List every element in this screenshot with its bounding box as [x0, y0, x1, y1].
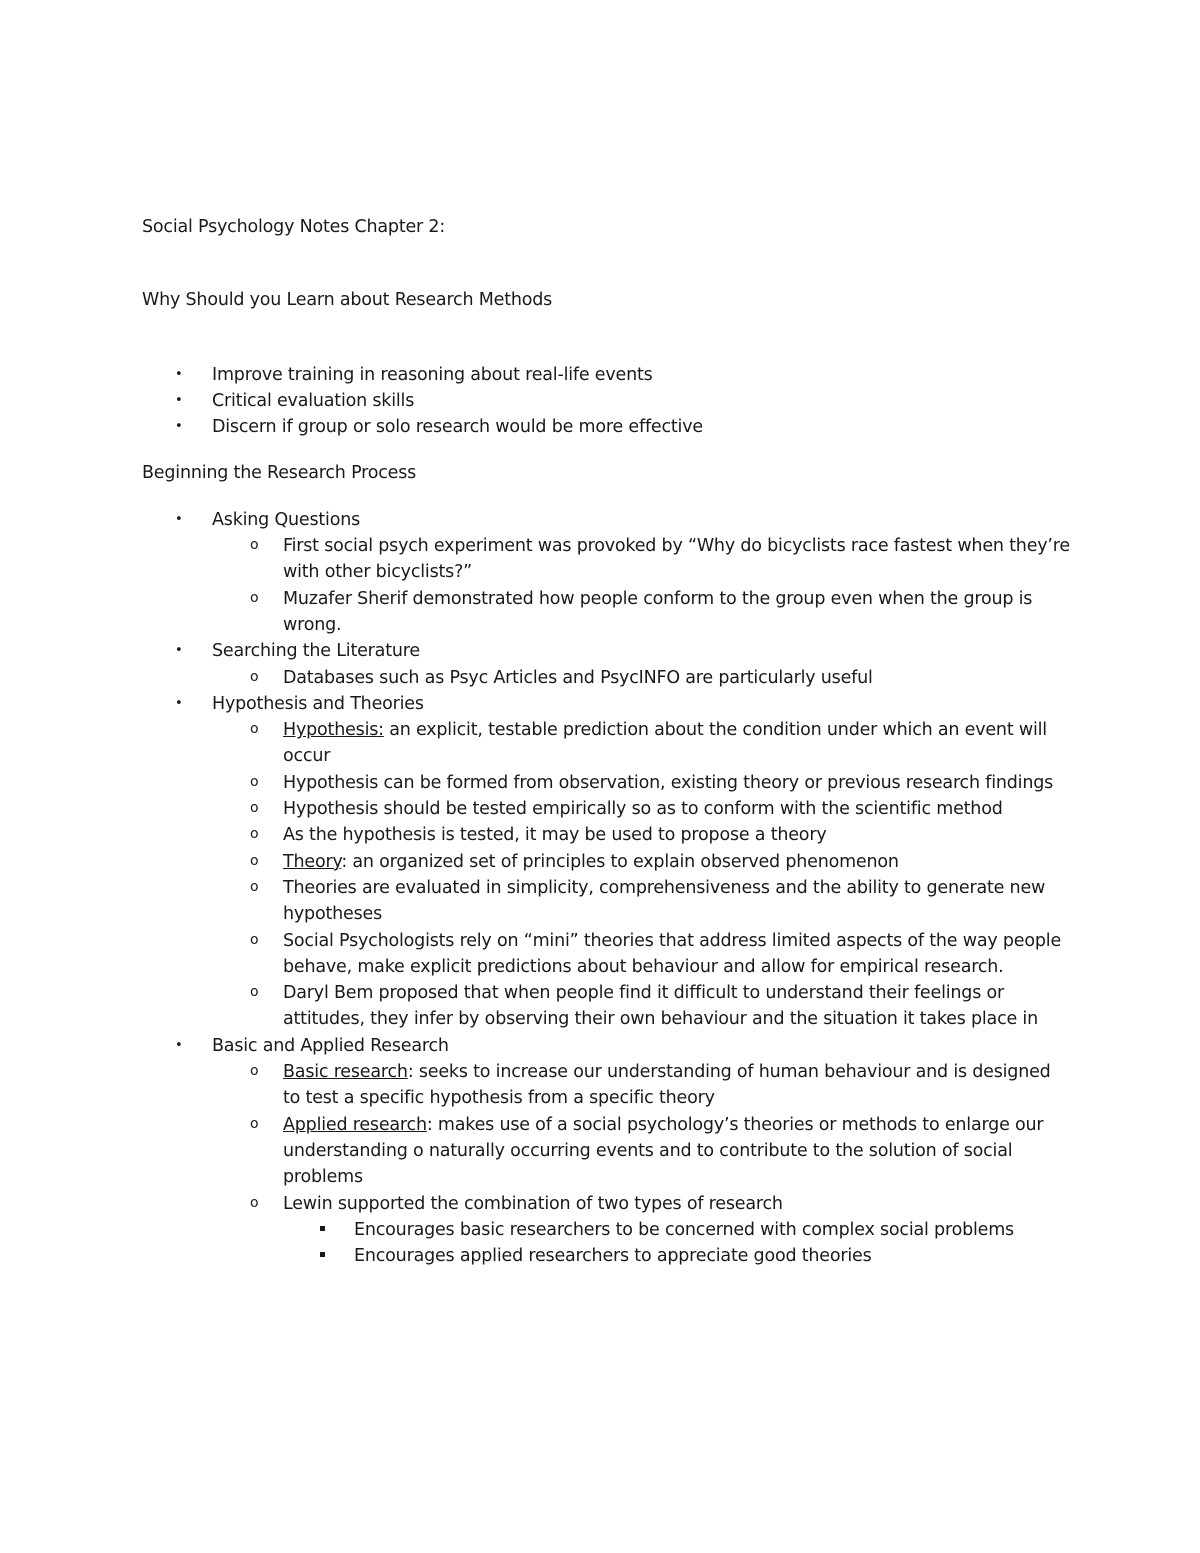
list-item: • Hypothesis and Theories o Hypothesis: an explicit, testable prediction about the condition under which an event will occur o Hypothesis can be formed from observation, existing theory or previous research findings o Hypothesis should be tested empirically so as to conform with the scientific method o As the hypothesis is tested, it may be used to propose a theory o Theory: an organized set of principles to explain observed phenomenon o Theories are evaluated in simplicity, comprehensiveness and the ability to generate new hypotheses o Social Psychologists rely on “mini” theories that address limited aspects of the way people behave, make explicit predictions about behaviour and allow for empirical research. o Daryl Bem proposed that when people find it difficult to understand their feelings or attitudes, they infer by observing their own behaviour and the situation it takes place in [142, 691, 1072, 1033]
list-item: • Searching the Literature o Databases such as Psyc Articles and PsycINFO are particularly useful [142, 638, 1072, 691]
bullet-icon: • [175, 419, 183, 435]
sub-bullet-icon: o [250, 668, 259, 685]
bullet-icon: • [175, 366, 183, 382]
bullet-icon: • [175, 392, 183, 408]
sub-list-item: o Daryl Bem proposed that when people find it difficult to understand their feelings or attitudes, they infer by observing their own behaviour and the situation it takes place in [212, 980, 1072, 1033]
sub-bullet-icon: o [250, 1194, 259, 1211]
square-bullet-icon [320, 1226, 325, 1231]
list-item: • Critical evaluation skills [142, 388, 1072, 414]
sub-list-item: o Hypothesis should be tested empirically so as to conform with the scientific method [212, 796, 1072, 822]
research-process-list [142, 507, 1072, 1270]
sub-list-item: o Muzafer Sherif demonstrated how people conform to the group even when the group is wrong. [212, 586, 1072, 639]
bullet-icon: • [175, 695, 183, 711]
sub-list-item: o Hypothesis: an explicit, testable prediction about the condition under which an event will occur [212, 717, 1072, 770]
sub-bullet-icon: o [250, 773, 259, 790]
sub-list-item: o Theories are evaluated in simplicity, comprehensiveness and the ability to generate new hypotheses [212, 875, 1072, 928]
sub-sub-list-item: Encourages applied researchers to appreciate good theories [283, 1243, 1072, 1269]
sub-bullet-icon: o [250, 1115, 259, 1132]
bullet-icon: • [175, 1037, 183, 1053]
term-basic-research: Basic research [283, 1062, 408, 1083]
sub-list-item: o As the hypothesis is tested, it may be used to propose a theory [212, 822, 1072, 848]
document-body [142, 214, 1072, 1269]
sub-bullet-icon: o [250, 878, 259, 895]
sub-bullet-icon: o [250, 826, 259, 843]
sub-list-item: o Hypothesis can be formed from observation, existing theory or previous research findings [212, 770, 1072, 796]
list-item: • Discern if group or solo research would be more effective [142, 414, 1072, 440]
document-title: Social Psychology Notes Chapter 2: [142, 217, 446, 237]
section-heading-research-methods: Why Should you Learn about Research Methods [142, 290, 553, 311]
sub-bullet-icon: o [250, 589, 259, 606]
research-methods-list [142, 362, 1072, 441]
sub-list-item: o Theory: an organized set of principles to explain observed phenomenon [212, 849, 1072, 875]
sub-bullet-icon: o [250, 721, 259, 738]
sub-bullet-icon: o [250, 800, 259, 817]
sub-bullet-icon: o [250, 1063, 259, 1080]
sub-list-item: o Lewin supported the combination of two types of research Encourages basic researchers to be concerned with complex social problems Encourages applied researchers to appreciate good theories [212, 1191, 1072, 1270]
sub-list-item: o Basic research: seeks to increase our understanding of human behaviour and is designed to test a specific hypothesis from a specific theory [212, 1059, 1072, 1112]
sub-bullet-icon: o [250, 537, 259, 554]
list-item: • Basic and Applied Research o Basic research: seeks to increase our understanding of human behaviour and is designed to test a specific hypothesis from a specific theory o Applied research: makes use of a social psychology’s theories or methods to enlarge our understanding o naturally occurring events and to contribute to the solution of social problems o Lewin supported the combination of two types of research Encourages basic researchers to be concerned with complex social problems Encourages applied researchers to appreciate good theories [142, 1033, 1072, 1270]
bullet-icon: • [175, 511, 183, 527]
list-item: • Improve training in reasoning about real-life events [142, 362, 1072, 388]
list-item: • Asking Questions o First social psych experiment was provoked by “Why do bicyclists race fastest when they’re with other bicyclists?” o Muzafer Sherif demonstrated how people conform to the group even when the group is wrong. [142, 507, 1072, 638]
term-theory: Theory [283, 851, 342, 872]
sub-bullet-icon: o [250, 931, 259, 948]
square-bullet-icon [320, 1252, 325, 1257]
sub-list-item: o Databases such as Psyc Articles and PsycINFO are particularly useful [212, 665, 1072, 691]
term-applied-research: Applied research [283, 1114, 427, 1135]
sub-bullet-icon: o [250, 984, 259, 1001]
sub-bullet-icon: o [250, 852, 259, 869]
sub-list-item: o Social Psychologists rely on “mini” theories that address limited aspects of the way people behave, make explicit predictions about behaviour and allow for empirical research. [212, 928, 1072, 981]
sub-list-item: o First social psych experiment was provoked by “Why do bicyclists race fastest when they’re with other bicyclists?” [212, 533, 1072, 586]
section-heading-research-process: Beginning the Research Process [142, 463, 417, 484]
term-hypothesis: Hypothesis: [283, 720, 384, 741]
sub-sub-list-item: Encourages basic researchers to be concerned with complex social problems [283, 1217, 1072, 1243]
bullet-icon: • [175, 643, 183, 659]
sub-list-item: o Applied research: makes use of a social psychology’s theories or methods to enlarge our understanding o naturally occurring events and to contribute to the solution of social problems [212, 1112, 1072, 1191]
